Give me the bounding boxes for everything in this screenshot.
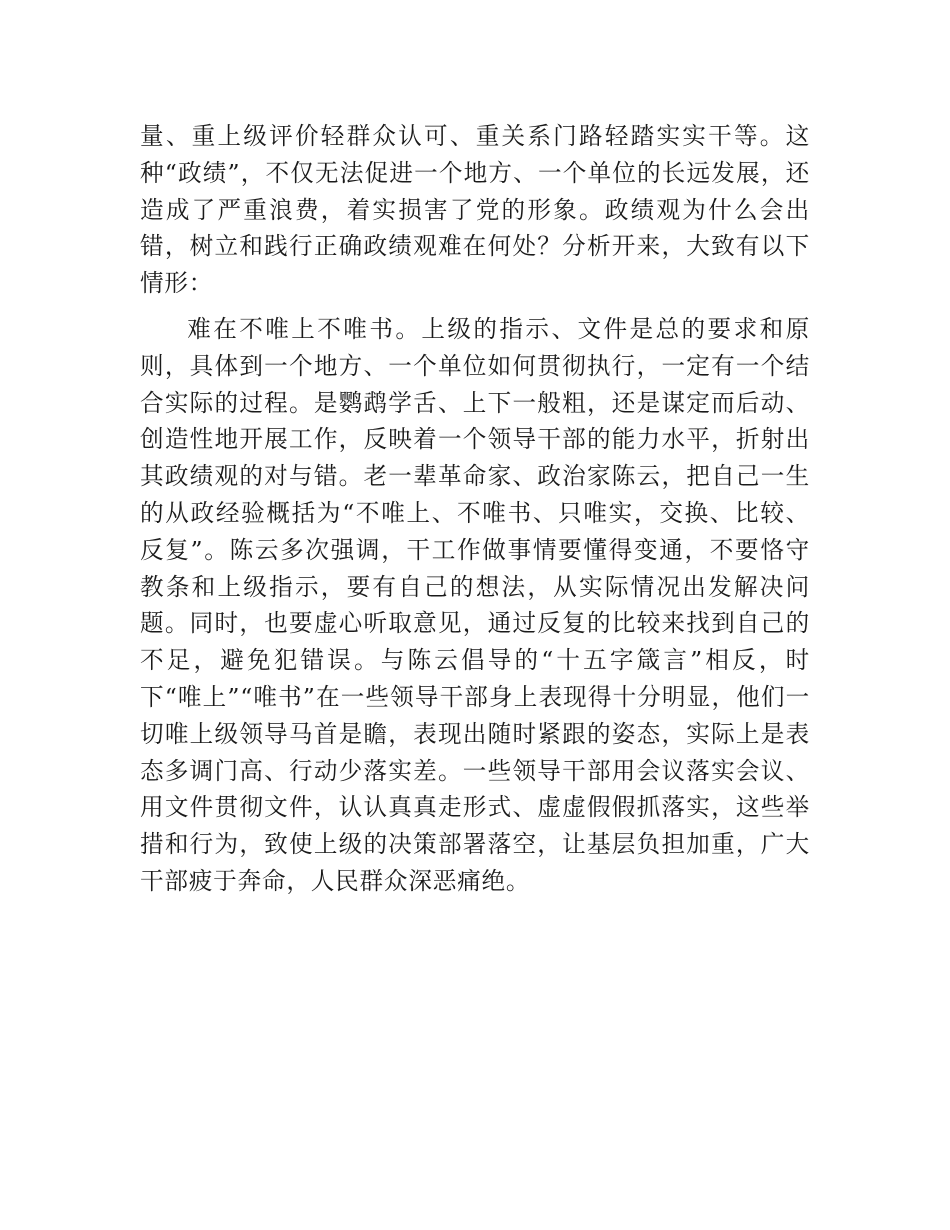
paragraph-nan-zai-bu-wei-shang: 难在不唯上不唯书。上级的指示、文件是总的要求和原则，具体到一个地方、一个单位如何贯彻执行，一定有一个结合实际的过程。是鹦鹉学舌、上下一般粗，还是谋定而后动、创造性地开展工作，反映着一个领导干部的能力水平，折射出其政绩观的对与错。老一辈革命家、政治家陈云，把自己一生的从政经验概括为“不唯上、不唯书、只唯实，交换、比较、反复”。陈云多次强调，干工作做事情要懂得变通，不要恪守教条和上级指示，要有自己的想法，从实际情况出发解决问题。同时，也要虚心听取意见，通过反复的比较来找到自己的不足，避免犯错误。与陈云倡导的“十五字箴言”相反，时下“唯上”“唯书”在一些领导干部身上表现得十分明显，他们一切唯上级领导马首是瞻，表现出随时紧跟的姿态，实际上是表态多调门高、行动少落实差。一些领导干部用会议落实会议、用文件贯彻文件，认认真真走形式、虚虚假假抓落实，这些举措和行为，致使上级的决策部署落空，让基层负担加重，广大干部疲于奔命，人民群众深恶痛绝。 (140, 314, 810, 895)
document-page (140, 118, 810, 909)
paragraph-continuation: 量、重上级评价轻群众认可、重关系门路轻踏实实干等。这种“政绩”，不仅无法促进一个地方、一个单位的长远发展，还造成了严重浪费，着实损害了党的形象。政绩观为什么会出错，树立和践行正确政绩观难在何处？分析开来，大致有以下情形： (140, 122, 810, 298)
